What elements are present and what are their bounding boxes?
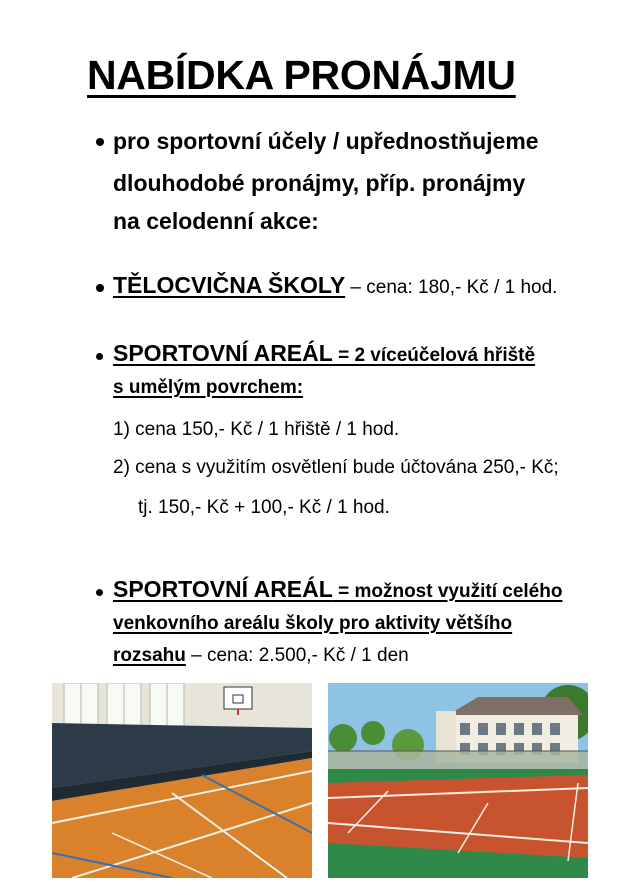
gym-photo <box>52 683 312 878</box>
page-title: NABÍDKA PRONÁJMU <box>87 52 516 98</box>
area-1-price-1: 1) cena 150,- Kč / 1 hřiště / 1 hod. <box>113 419 400 440</box>
area-1-price-2-detail: tj. 150,- Kč + 100,- Kč / 1 hod. <box>138 497 390 518</box>
area-1-desc-2: s umělým povrchem: <box>113 377 304 398</box>
area-2-name: SPORTOVNÍ AREÁL <box>113 576 333 602</box>
gym-name: TĚLOCVIČNA ŠKOLY <box>113 272 346 298</box>
gym-offer <box>113 272 557 299</box>
area-2-heading <box>113 576 562 603</box>
bullet-gym <box>96 284 104 292</box>
intro-line-2: dlouhodobé pronájmy, příp. pronájmy <box>113 170 526 196</box>
bullet-area-2 <box>96 589 103 596</box>
bullet-intro <box>96 138 104 146</box>
area-2-desc-3 <box>113 645 409 667</box>
area-2-desc-3a: rozsahu <box>113 645 186 666</box>
intro-line-1: pro sportovní účely / upřednostňujeme <box>113 128 539 154</box>
area-1-heading <box>113 340 535 367</box>
outdoor-courts-illustration <box>328 683 588 878</box>
intro-line-3: na celodenní akce: <box>113 208 319 234</box>
gym-photo-illustration <box>52 683 312 878</box>
area-2-desc-1: = možnost využití celého <box>332 581 563 602</box>
area-1-desc-1: = 2 víceúčelová hřiště <box>332 345 536 366</box>
area-1-name: SPORTOVNÍ AREÁL <box>113 340 333 366</box>
area-2-price: – cena: 2.500,- Kč / 1 den <box>185 645 409 666</box>
area-1-price-2: 2) cena s využitím osvětlení bude účtována 250,- Kč; <box>113 457 559 478</box>
gym-price: – cena: 180,- Kč / 1 hod. <box>345 277 558 298</box>
bullet-area-1 <box>96 353 103 360</box>
area-2-desc-2: venkovního areálu školy pro aktivity většího <box>113 613 513 634</box>
outdoor-courts-photo <box>328 683 588 878</box>
